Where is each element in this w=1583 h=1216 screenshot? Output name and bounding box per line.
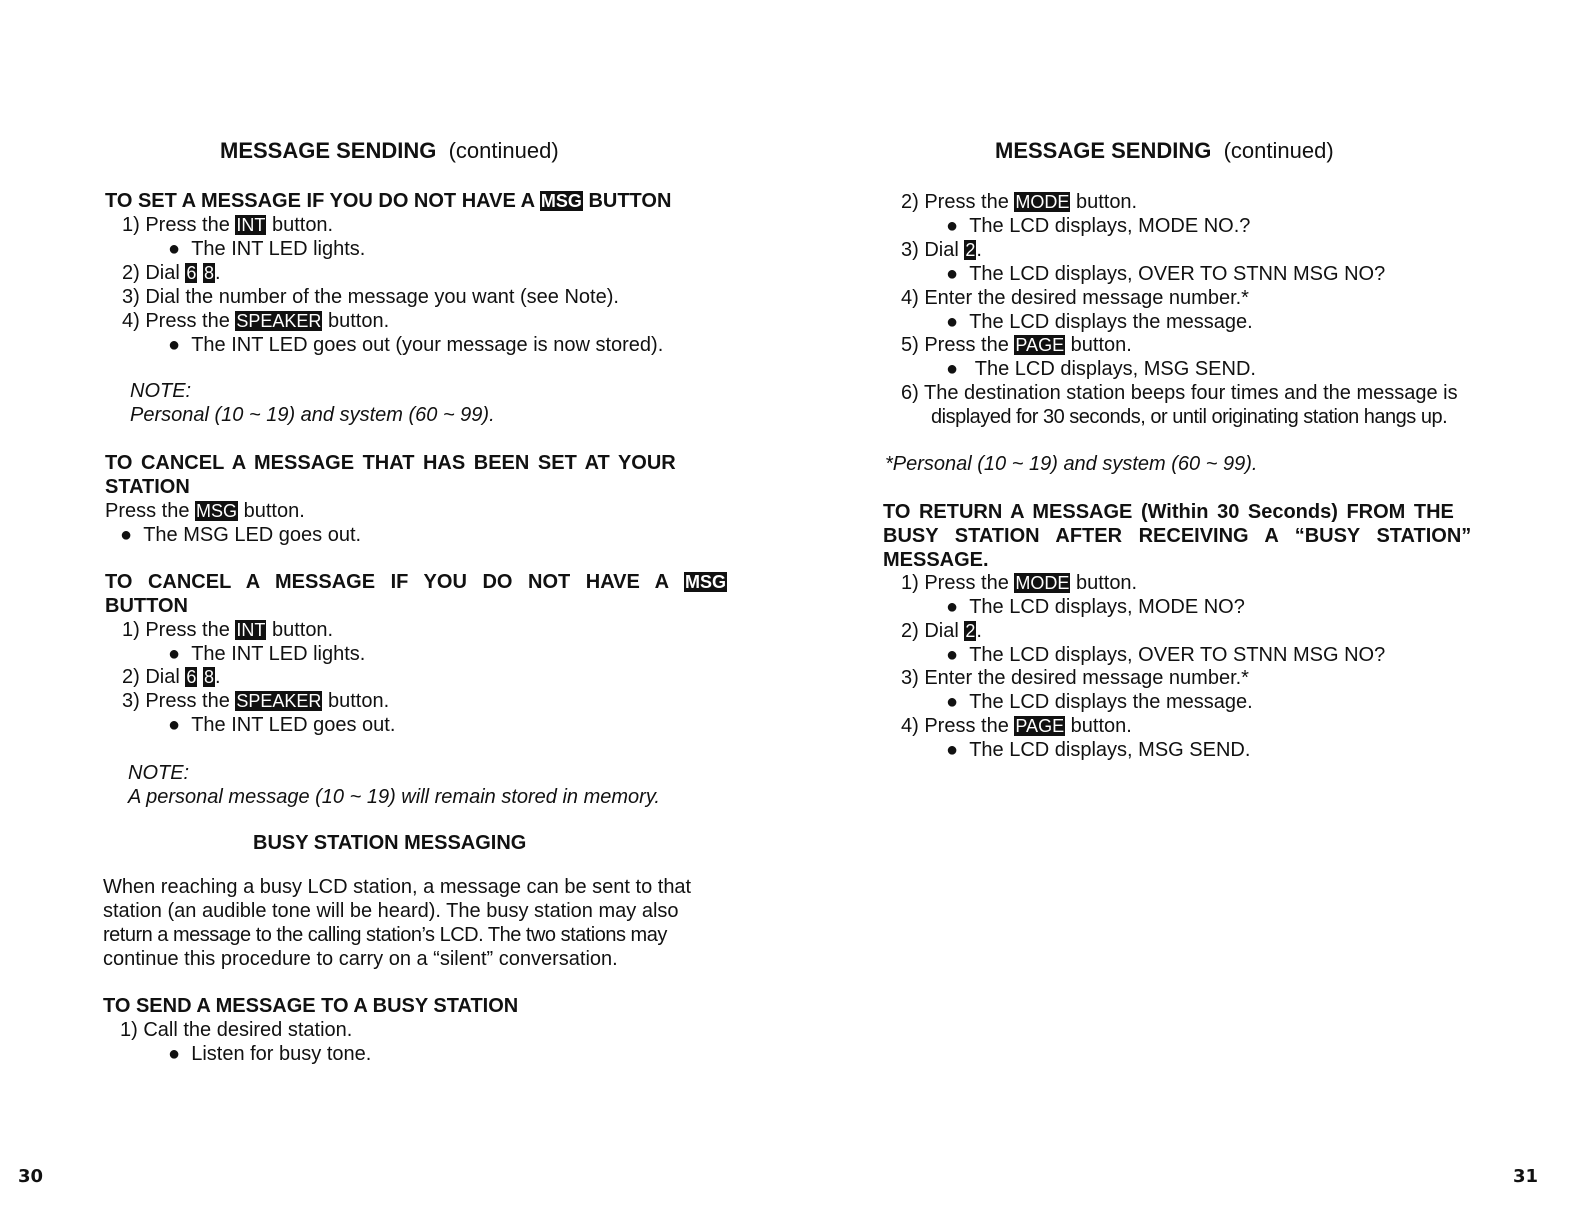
title-main: MESSAGE SENDING bbox=[220, 138, 437, 163]
page-title bbox=[995, 138, 1334, 164]
bullet: ● The INT LED goes out. bbox=[168, 714, 396, 736]
step-4 bbox=[122, 310, 389, 333]
bullet: ● The LCD displays, MODE NO.? bbox=[946, 215, 1251, 237]
note-text: Personal (10 ~ 19) and system (60 ~ 99). bbox=[130, 404, 495, 426]
step-text: . bbox=[976, 620, 982, 642]
step-text: 2) Dial bbox=[122, 666, 180, 688]
cancel-set-step bbox=[105, 500, 305, 523]
note-text: A personal message (10 ~ 19) will remain stored in memory. bbox=[128, 786, 660, 808]
bullet: ● The LCD displays, MODE NO? bbox=[946, 596, 1245, 618]
bullet: ● The LCD displays the message. bbox=[946, 691, 1253, 713]
digit-8-key-icon: 8 bbox=[203, 667, 214, 687]
note-label: NOTE: bbox=[128, 762, 190, 784]
bullet: ● The INT LED lights. bbox=[168, 238, 366, 260]
return-message-heading-line3: MESSAGE. bbox=[883, 549, 989, 571]
speaker-key-icon: SPEAKER bbox=[236, 691, 322, 711]
step-text: 2) Dial bbox=[901, 620, 959, 642]
int-key-icon: INT bbox=[236, 620, 266, 640]
bullet: ● The LCD displays, OVER TO STNN MSG NO? bbox=[946, 263, 1386, 285]
return-message-heading: TO RETURN A MESSAGE (Within 30 Seconds) FROM THE bbox=[883, 501, 1454, 523]
bullet-text: The LCD displays, MODE NO.? bbox=[969, 215, 1251, 237]
cancel-no-button-heading bbox=[105, 571, 727, 594]
step-1 bbox=[122, 619, 333, 642]
title-sub: (continued) bbox=[1223, 138, 1334, 163]
page-number: 31 bbox=[1513, 1166, 1539, 1187]
paragraph-line: station (an audible tone will be heard). The busy station may also bbox=[103, 900, 679, 922]
cancel-set-heading-line2: STATION bbox=[105, 476, 190, 498]
return-message-heading-line2: BUSY STATION AFTER RECEIVING A “BUSY STATION” bbox=[883, 525, 1472, 547]
paragraph-line: return a message to the calling station’s LCD. The two stations may bbox=[103, 924, 667, 946]
step-text: 3) Press the bbox=[122, 690, 230, 712]
page-key-icon: PAGE bbox=[1015, 716, 1065, 736]
step-text: button. bbox=[1075, 572, 1138, 594]
step-2 bbox=[901, 620, 982, 643]
step-text: 3) Dial bbox=[901, 239, 959, 261]
cancel-no-button-heading-line2: BUTTON bbox=[105, 595, 188, 617]
bullet-text: Listen for busy tone. bbox=[191, 1043, 372, 1065]
bullet-text: The INT LED lights. bbox=[191, 238, 366, 260]
digit-8-key-icon: 8 bbox=[203, 263, 214, 283]
msg-key-icon: MSG bbox=[684, 572, 726, 592]
bullet: ● The LCD displays, MSG SEND. bbox=[946, 358, 1256, 380]
step-text: 4) Press the bbox=[122, 310, 230, 332]
msg-key-icon: MSG bbox=[196, 501, 238, 521]
step-text: 1) Press the bbox=[122, 619, 230, 641]
step-text: Press the bbox=[105, 500, 190, 522]
step-text: button. bbox=[243, 500, 305, 522]
page-title bbox=[220, 138, 559, 164]
step-text: button. bbox=[328, 690, 390, 712]
int-key-icon: INT bbox=[236, 215, 266, 235]
page-key-icon: PAGE bbox=[1015, 335, 1065, 355]
msg-key-icon: MSG bbox=[540, 191, 582, 211]
digit-6-key-icon: 6 bbox=[186, 263, 197, 283]
step-1 bbox=[122, 214, 333, 237]
step-5 bbox=[901, 334, 1132, 357]
bullet-text: The LCD displays, MSG SEND. bbox=[969, 739, 1251, 761]
footnote: *Personal (10 ~ 19) and system (60 ~ 99). bbox=[885, 453, 1258, 475]
heading-text: TO SET A MESSAGE IF YOU DO NOT HAVE A bbox=[105, 190, 535, 212]
step-text: 2) Dial bbox=[122, 262, 180, 284]
step-text: button. bbox=[1075, 191, 1138, 213]
page-number: 30 bbox=[18, 1166, 44, 1187]
step-3: 3) Enter the desired message number.* bbox=[901, 667, 1249, 689]
step-3 bbox=[901, 239, 982, 262]
step-2 bbox=[901, 191, 1137, 214]
step-6-line2: displayed for 30 seconds, or until originating station hangs up. bbox=[931, 406, 1448, 428]
bullet: ● The MSG LED goes out. bbox=[120, 524, 362, 546]
speaker-key-icon: SPEAKER bbox=[236, 311, 322, 331]
digit-2-key-icon: 2 bbox=[965, 621, 976, 641]
paragraph-line: When reaching a busy LCD station, a message can be sent to that bbox=[103, 876, 692, 898]
step-text: 2) Press the bbox=[901, 191, 1009, 213]
step-3 bbox=[122, 690, 389, 713]
step-text: button. bbox=[328, 310, 390, 332]
bullet: ● The INT LED lights. bbox=[168, 643, 366, 665]
step-2 bbox=[122, 666, 221, 689]
digit-6-key-icon: 6 bbox=[186, 667, 197, 687]
step-text: button. bbox=[271, 619, 334, 641]
step-text: . bbox=[976, 239, 982, 261]
set-message-heading bbox=[105, 190, 671, 213]
bullet-text: The LCD displays, MODE NO? bbox=[969, 596, 1245, 618]
mode-key-icon: MODE bbox=[1015, 573, 1070, 593]
mode-key-icon: MODE bbox=[1015, 192, 1070, 212]
bullet-text: The MSG LED goes out. bbox=[143, 524, 362, 546]
step-text: button. bbox=[1070, 334, 1132, 356]
busy-station-heading: BUSY STATION MESSAGING bbox=[253, 832, 527, 854]
step-text: 4) Press the bbox=[901, 715, 1009, 737]
step-6: 6) The destination station beeps four times and the message is bbox=[901, 382, 1458, 404]
bullet-text: The INT LED goes out (your message is now stored). bbox=[191, 334, 664, 356]
heading-text: BUTTON bbox=[588, 190, 672, 212]
paragraph-line: continue this procedure to carry on a “silent” conversation. bbox=[103, 948, 618, 970]
step-text: . bbox=[214, 262, 221, 284]
bullet-text: The LCD displays the message. bbox=[969, 691, 1253, 713]
bullet-text: The INT LED lights. bbox=[191, 643, 366, 665]
bullet: ● Listen for busy tone. bbox=[168, 1043, 372, 1065]
step-4 bbox=[901, 715, 1132, 738]
step-1 bbox=[901, 572, 1137, 595]
cancel-set-heading: TO CANCEL A MESSAGE THAT HAS BEEN SET AT YOUR bbox=[105, 452, 676, 474]
step-text: . bbox=[214, 666, 221, 688]
note-label: NOTE: bbox=[130, 380, 192, 402]
step-3: 3) Dial the number of the message you want (see Note). bbox=[122, 286, 619, 308]
step-text: button. bbox=[271, 214, 334, 236]
bullet-text: The LCD displays, MSG SEND. bbox=[974, 358, 1256, 380]
step-text: 1) Press the bbox=[122, 214, 230, 236]
bullet: ● The LCD displays, MSG SEND. bbox=[946, 739, 1251, 761]
bullet: ● The LCD displays the message. bbox=[946, 311, 1253, 333]
bullet: ● The INT LED goes out (your message is now stored). bbox=[168, 334, 664, 356]
step-text: 5) Press the bbox=[901, 334, 1009, 356]
heading-text: TO CANCEL A MESSAGE IF YOU DO NOT HAVE A bbox=[105, 571, 669, 593]
bullet-text: The LCD displays, OVER TO STNN MSG NO? bbox=[969, 263, 1386, 285]
bullet-text: The LCD displays, OVER TO STNN MSG NO? bbox=[969, 644, 1386, 666]
step-1: 1) Call the desired station. bbox=[120, 1019, 353, 1041]
step-4: 4) Enter the desired message number.* bbox=[901, 287, 1249, 309]
bullet-text: The INT LED goes out. bbox=[191, 714, 396, 736]
bullet-text: The LCD displays the message. bbox=[969, 311, 1253, 333]
step-text: button. bbox=[1070, 715, 1132, 737]
send-busy-heading: TO SEND A MESSAGE TO A BUSY STATION bbox=[103, 995, 519, 1017]
step-text: 1) Press the bbox=[901, 572, 1009, 594]
bullet: ● The LCD displays, OVER TO STNN MSG NO? bbox=[946, 644, 1386, 666]
step-2 bbox=[122, 262, 221, 285]
left-page bbox=[0, 0, 791, 1216]
title-main: MESSAGE SENDING bbox=[995, 138, 1212, 163]
digit-2-key-icon: 2 bbox=[965, 240, 976, 260]
right-page bbox=[791, 0, 1583, 1216]
title-sub: (continued) bbox=[448, 138, 559, 163]
